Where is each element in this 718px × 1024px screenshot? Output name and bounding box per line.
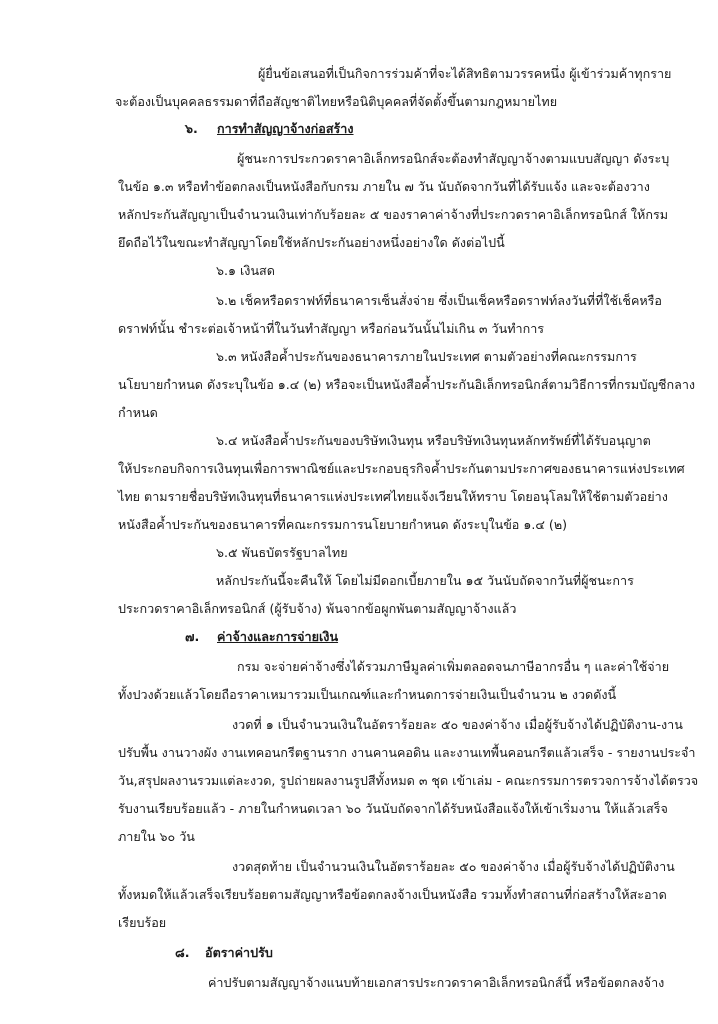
section-7-intro-line: ทั้งปวงด้วยแล้วโดยถือราคาเหมารวมเป็นเกณฑ์และกำหนดการจ่ายเงินเป็นจำนวน ๒ งวดดังนี้	[118, 687, 617, 702]
section-7-intro-line: กรม จะจ่ายค่าจ้างซึ่งได้รวมภาษีมูลค่าเพิ่มตลอดจนภาษีอากรอื่น ๆ และค่าใช้จ่าย	[237, 659, 670, 674]
item-6-4-line: ไทย ตามรายชื่อบริษัทเงินทุนที่ธนาคารแห่งประเทศไทยแจ้งเวียนให้ทราบ โดยอนุโลมให้ใช้ตามตัวอย่าง	[118, 489, 668, 504]
section-6-number: ๖.	[185, 121, 198, 136]
item-6-4-line: ๖.๔ หนังสือค้ำประกันของบริษัทเงินทุน หรือบริษัทเงินทุนหลักทรัพย์ที่ได้รับอนุญาต	[216, 433, 651, 448]
item-6-3-line: กำหนด	[118, 405, 158, 420]
installment-2-line: งวดสุดท้าย เป็นจำนวนเงินในอัตราร้อยละ ๕๐ ของค่าจ้าง เมื่อผู้รับจ้างได้ปฏิบัติงาน	[232, 859, 675, 874]
section-8-title: อัตราค่าปรับ	[205, 945, 273, 960]
item-6-2-line: ดราฟท์นั้น ชำระต่อเจ้าหน้าที่ในวันทำสัญญา หรือก่อนวันนั้นไม่เกิน ๓ วันทำการ	[118, 321, 545, 336]
section-6-intro-line: ในข้อ ๑.๓ หรือทำข้อตกลงเป็นหนังสือกับกรม ภายใน ๗ วัน นับถัดจากวันที่ได้รับแจ้ง และจะต้องวาง	[118, 179, 650, 194]
intro-line-1: ผู้ยื่นข้อเสนอที่เป็นกิจการร่วมค้าที่จะได้สิทธิตามวรรคหนึ่ง ผู้เข้าร่วมค้าทุกราย	[258, 66, 672, 81]
section-6-intro-line: หลักประกันสัญญาเป็นจำนวนเงินเท่ากับร้อยละ ๕ ของราคาค่าจ้างที่ประกวดราคาอิเล็กทรอนิกส์ ให้กรม	[118, 207, 669, 222]
installment-1-line: ภายใน ๖๐ วัน	[118, 829, 195, 844]
section-6-closing-line: ประกวดราคาอิเล็กทรอนิกส์ (ผู้รับจ้าง) พ้นจากข้อผูกพันตามสัญญาจ้างแล้ว	[118, 601, 517, 616]
section-6-intro-line: ผู้ชนะการประกวดราคาอิเล็กทรอนิกส์จะต้องทำสัญญาจ้างตามแบบสัญญา ดังระบุ	[237, 151, 670, 166]
section-8-line: ค่าปรับตามสัญญาจ้างแนบท้ายเอกสารประกวดราคาอิเล็กทรอนิกส์นี้ หรือข้อตกลงจ้าง	[208, 975, 665, 990]
section-6-title: การทำสัญญาจ้างก่อสร้าง	[217, 121, 354, 136]
installment-1-line: รับงานเรียบร้อยแล้ว - ภายในกำหนดเวลา ๖๐ วันนับถัดจากได้รับหนังสือแจ้งให้เข้าเริ่มงาน ให้แล้วเสร็จ	[118, 801, 668, 816]
intro-line-2: จะต้องเป็นบุคคลธรรมดาที่ถือสัญชาติไทยหรือนิติบุคคลที่จัดตั้งขึ้นตามกฎหมายไทย	[115, 94, 558, 109]
installment-2-line: เรียบร้อย	[118, 915, 167, 930]
installment-2-line: ทั้งหมดให้แล้วเสร็จเรียบร้อยตามสัญญาหรือข้อตกลงจ้างเป็นหนังสือ รวมทั้งทำสถานที่ก่อสร้างให้สะอาด	[118, 887, 667, 902]
section-8-number: ๘.	[175, 945, 190, 960]
section-6-closing-line: หลักประกันนี้จะคืนให้ โดยไม่มีดอกเบี้ยภายใน ๑๕ วันนับถัดจากวันที่ผู้ชนะการ	[216, 573, 634, 588]
item-6-2-line: ๖.๒ เช็คหรือดราฟท์ที่ธนาคารเซ็นสั่งจ่าย ซึ่งเป็นเช็คหรือดราฟท์ลงวันที่ที่ใช้เช็คหรือ	[216, 293, 662, 308]
item-6-3-line: ๖.๓ หนังสือค้ำประกันของธนาคารภายในประเทศ ตามตัวอย่างที่คณะกรรมการ	[216, 349, 637, 364]
installment-1-line: งวดที่ ๑ เป็นจำนวนเงินในอัตราร้อยละ ๕๐ ของค่าจ้าง เมื่อผู้รับจ้างได้ปฏิบัติงาน-งาน	[232, 717, 683, 732]
section-6-intro-line: ยึดถือไว้ในขณะทำสัญญาโดยใช้หลักประกันอย่างหนึ่งอย่างใด ดังต่อไปนี้	[118, 235, 505, 250]
item-6-4-line: ให้ประกอบกิจการเงินทุนเพื่อการพาณิชย์และประกอบธุรกิจค้ำประกันตามประกาศของธนาคารแห่งประเทศ	[118, 461, 685, 476]
section-7-title: ค่าจ้างและการจ่ายเงิน	[217, 629, 339, 644]
item-6-4-line: หนังสือค้ำประกันของธนาคารที่คณะกรรมการนโยบายกำหนด ดังระบุในข้อ ๑.๔ (๒)	[118, 517, 568, 532]
installment-1-line: ปรับพื้น งานวางผัง งานเทคอนกรีตฐานราก งานคานคอดิน และงานเทพื้นคอนกรีตแล้วเสร็จ - รายงานประจำ	[118, 745, 696, 760]
item-6-3-line: นโยบายกำหนด ดังระบุในข้อ ๑.๔ (๒) หรือจะเป็นหนังสือค้ำประกันอิเล็กทรอนิกส์ตามวิธีการที่กรมบัญชีกลาง	[118, 377, 696, 392]
installment-1-line: วัน,สรุปผลงานรวมแต่ละงวด, รูปถ่ายผลงานรูปสีทั้งหมด ๓ ชุด เข้าเล่ม - คณะกรรมการตรวจการจ้างได้ตรวจ	[118, 773, 699, 788]
item-6-5: ๖.๕ พันธบัตรรัฐบาลไทย	[216, 545, 348, 560]
section-7-number: ๗.	[185, 629, 200, 644]
item-6-1: ๖.๑ เงินสด	[216, 263, 275, 278]
